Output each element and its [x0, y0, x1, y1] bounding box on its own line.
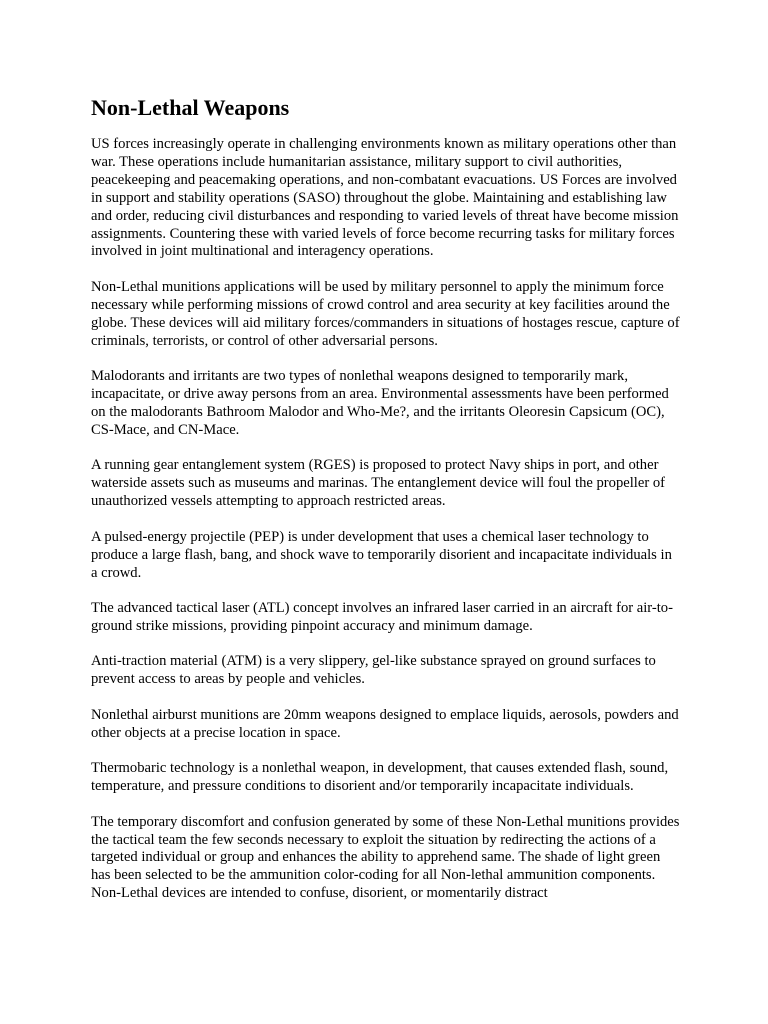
- paragraph-applications: Non-Lethal munitions applications will be used by military personnel to apply the minimum force necessary while performing missions of crowd control and area security at key facilities around the globe. These devices will aid military forces/commanders in situations of hostages rescue, capture of criminals, terrorists, or control of other adversarial persons.: [91, 278, 680, 349]
- paragraph-rges: A running gear entanglement system (RGES) is proposed to protect Navy ships in port, and other waterside assets such as museums and marinas. The entanglement device will foul the propeller of unauthorized vessels attempting to approach restricted areas.: [91, 457, 665, 510]
- document-page: [91, 94, 681, 921]
- paragraph-overview: US forces increasingly operate in challenging environments known as military operations other than war. These operations include humanitarian assistance, military support to civil authorities, peacekeeping and peacemaking operations, and non-combatant evacuations. US Forces are involved in support and stability operations (SASO) throughout the globe. Maintaining and establishing law and order, reducing civil disturbances and responding to varied levels of threat have become mission assignments. Countering these with varied levels of force become recurring tasks for military forces involved in joint multinational and interagency operations.: [91, 136, 679, 260]
- document-title: Non-Lethal Weapons: [91, 95, 290, 120]
- paragraph-conclusion: The temporary discomfort and confusion generated by some of these Non-Lethal munitions provides the tactical team the few seconds necessary to exploit the situation by redirecting the actions of a targeted individual or group and enhances the ability to apprehend same. The shade of light green has been selected to be the ammunition color-coding for all Non-lethal ammunition components. Non-Lethal devices are intended to confuse, disorient, or momentarily distract: [91, 813, 680, 902]
- paragraph-pep: A pulsed-energy projectile (PEP) is under development that uses a chemical laser technology to produce a large flash, bang, and shock wave to temporarily disorient and incapacitate individuals in a crowd.: [91, 528, 672, 581]
- paragraph-atl: The advanced tactical laser (ATL) concept involves an infrared laser carried in an aircraft for air-to-ground strike missions, providing pinpoint accuracy and minimum damage.: [91, 600, 673, 634]
- paragraph-atm: Anti-traction material (ATM) is a very slippery, gel-like substance sprayed on ground surfaces to prevent access to areas by people and vehicles.: [91, 653, 656, 688]
- paragraph-malodorants: Malodorants and irritants are two types of nonlethal weapons designed to temporarily mark, incapacitate, or drive away persons from an area. Environmental assessments have been performed on the malodorants Bathroom Malodor and Who-Me?, and the irritants Oleoresin Capsicum (OC), CS-Mace, and CN-Mace.: [91, 368, 669, 438]
- paragraph-thermobaric: Thermobaric technology is a nonlethal weapon, in development, that causes extended flash, sound, temperature, and pressure conditions to disorient and/or temporarily incapacitate individuals.: [91, 760, 669, 795]
- paragraph-airburst: Nonlethal airburst munitions are 20mm weapons designed to emplace liquids, aerosols, powders and other objects at a precise location in space.: [91, 706, 679, 741]
